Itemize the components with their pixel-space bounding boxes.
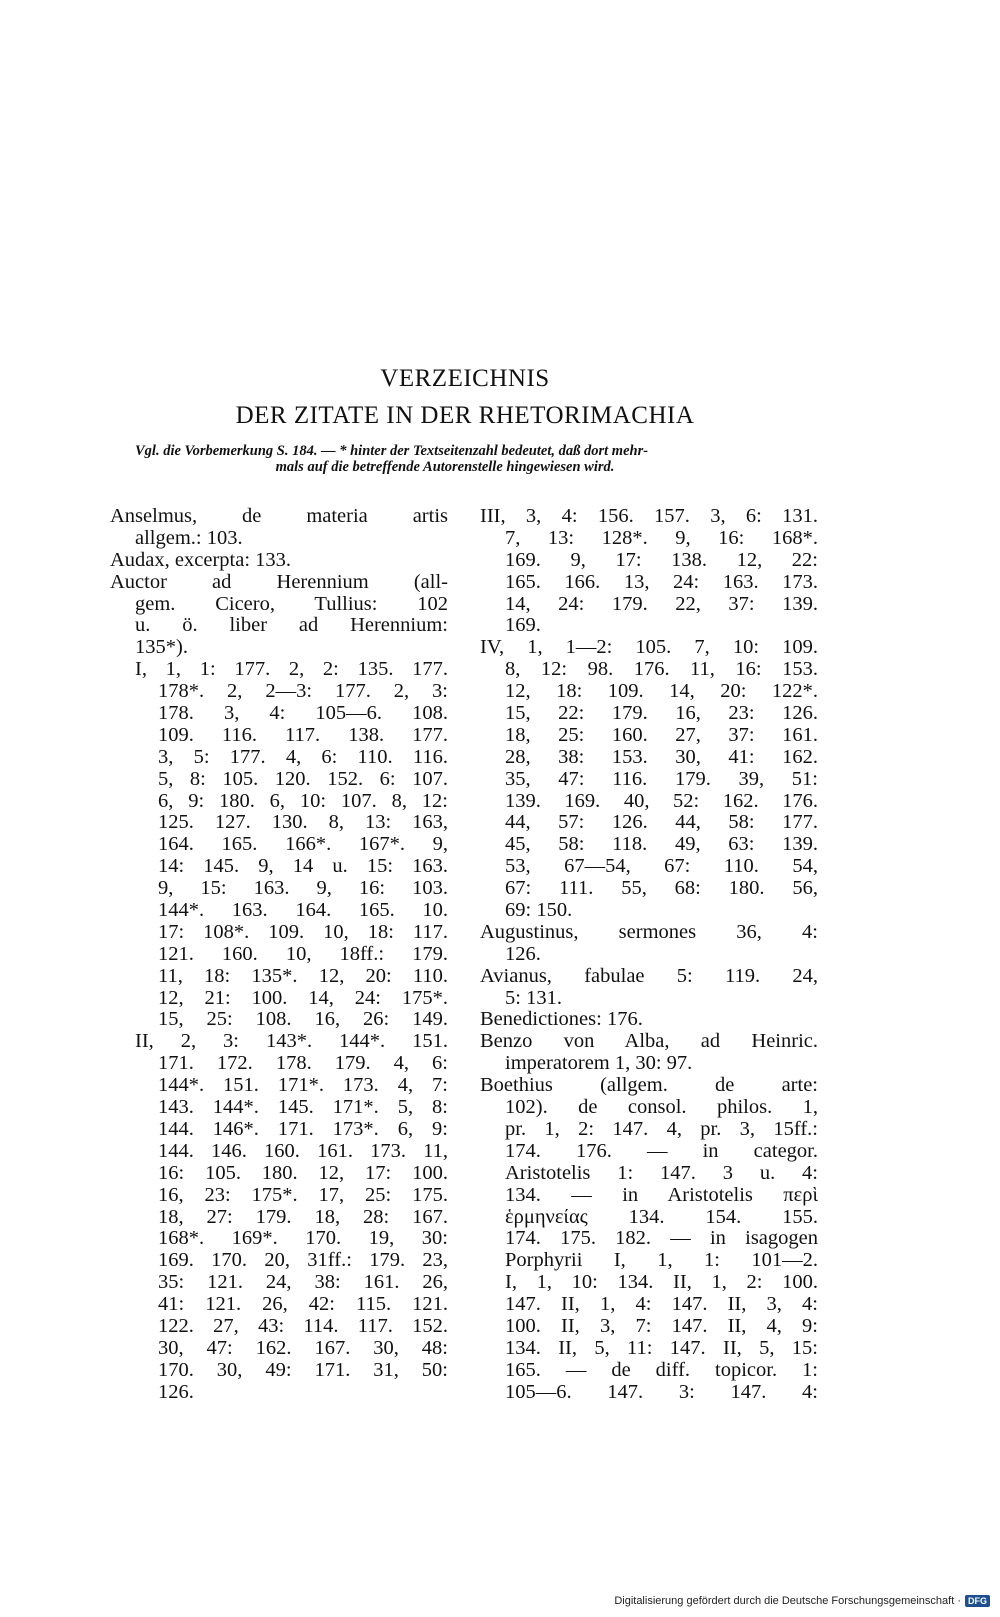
index-line: 169. 170. 20, 31ff.: 179. 23, (158, 1249, 448, 1272)
index-line: 41: 121. 26, 42: 115. 121. (158, 1293, 448, 1316)
preface-note (135, 443, 815, 475)
index-line: pr. 1, 2: 147. 4, pr. 3, 15ff.: (505, 1117, 818, 1140)
index-line: 8, 12: 98. 176. 11, 16: 153. (505, 658, 818, 681)
index-line: 168*. 169*. 170. 19, 30: (158, 1227, 448, 1250)
index-column-left (110, 506, 448, 1404)
page-title-line1: VERZEICHNIS (380, 365, 550, 392)
index-line: 102). de consol. philos. 1, (505, 1096, 818, 1119)
index-line: 144. 146*. 171. 173*. 6, 9: (158, 1117, 448, 1140)
index-line: III, 3, 4: 156. 157. 3, 6: 131. (480, 505, 818, 527)
index-line: 165. — de diff. topicor. 1: (505, 1358, 818, 1381)
index-line: 126. (505, 942, 541, 965)
index-line: 12, 21: 100. 14, 24: 175*. (158, 986, 448, 1009)
index-line: 144*. 151. 171*. 173. 4, 7: (158, 1074, 448, 1097)
index-line: 14: 145. 9, 14 u. 15: 163. (158, 855, 448, 878)
index-line: 164. 165. 166*. 167*. 9, (158, 833, 448, 856)
index-line: Avianus, fabulae 5: 119. 24, (480, 964, 818, 987)
index-line: 143. 144*. 145. 171*. 5, 8: (158, 1096, 448, 1119)
index-line: 5, 8: 105. 120. 152. 6: 107. (158, 767, 448, 790)
index-line: II, 2, 3: 143*. 144*. 151. (135, 1030, 448, 1053)
index-line: Porphyrii I, 1, 1: 101—2. (505, 1249, 818, 1272)
index-line: 67: 111. 55, 68: 180. 56, (505, 877, 818, 900)
index-line: 165. 166. 13, 24: 163. 173. (505, 570, 818, 593)
preface-note-line1: Vgl. die Vorbemerkung S. 184. — * hinter der Textseitenzahl bedeutet, daß dort mehr- (135, 443, 649, 459)
index-line: 7, 13: 128*. 9, 16: 168*. (505, 526, 818, 549)
index-line: 69: 150. (505, 899, 573, 922)
index-line: 126. (158, 1380, 194, 1403)
index-line: 28, 38: 153. 30, 41: 162. (505, 745, 818, 768)
index-line: 5: 131. (505, 986, 562, 1009)
index-line: 147. II, 1, 4: 147. II, 3, 4: (505, 1293, 818, 1316)
index-line: 6, 9: 180. 6, 10: 107. 8, 12: (158, 789, 448, 812)
preface-note-line2: mals auf die betreffende Autorenstelle hingewiesen wird. (275, 459, 615, 475)
index-line: 11, 18: 135*. 12, 20: 110. (158, 964, 448, 987)
index-column-right (480, 506, 818, 1404)
index-line: 170. 30, 49: 171. 31, 50: (158, 1358, 448, 1381)
index-line: 144. 146. 160. 161. 173. 11, (158, 1139, 448, 1162)
index-line: ἑρμηνείας 134. 154. 155. (505, 1205, 818, 1228)
index-line: I, 1, 1: 177. 2, 2: 135. 177. (135, 658, 448, 681)
index-line: gem. Cicero, Tullius: 102 (135, 592, 448, 615)
index-line: Boethius (allgem. de arte: (480, 1074, 818, 1097)
index-line: Audax, excerpta: 133. (110, 548, 292, 571)
index-line: 17: 108*. 109. 10, 18: 117. (158, 920, 448, 943)
index-line: 35: 121. 24, 38: 161. 26, (158, 1271, 448, 1294)
index-line: 18, 25: 160. 27, 37: 161. (505, 723, 818, 746)
index-line: 15, 22: 179. 16, 23: 126. (505, 702, 818, 725)
index-line: 144*. 163. 164. 165. 10. (158, 899, 448, 922)
index-line: 178*. 2, 2—3: 177. 2, 3: (158, 680, 448, 703)
index-line: 134. — in Aristotelis περὶ (505, 1183, 818, 1206)
index-line: 171. 172. 178. 179. 4, 6: (158, 1052, 448, 1075)
index-line: 122. 27, 43: 114. 117. 152. (158, 1314, 448, 1337)
index-line: 53, 67—54, 67: 110. 54, (505, 855, 818, 878)
index-line: 121. 160. 10, 18ff.: 179. (158, 942, 448, 965)
index-line: 9, 15: 163. 9, 16: 103. (158, 877, 448, 900)
index-line: 125. 127. 130. 8, 13: 163, (158, 811, 448, 834)
index-line: 105—6. 147. 3: 147. 4: (505, 1380, 818, 1403)
index-line: Benedictiones: 176. (480, 1008, 643, 1031)
index-line: 3, 5: 177. 4, 6: 110. 116. (158, 745, 448, 768)
index-line: 174. 176. — in categor. (505, 1139, 818, 1162)
index-line: 14, 24: 179. 22, 37: 139. (505, 592, 818, 615)
index-line: 169. (505, 614, 541, 637)
index-line: Benzo von Alba, ad Heinric. (480, 1030, 818, 1053)
index-line: 15, 25: 108. 16, 26: 149. (158, 1008, 448, 1031)
index-line: 174. 175. 182. — in isagogen (505, 1227, 818, 1250)
footer-credit (614, 1595, 990, 1607)
index-line: 35, 47: 116. 179. 39, 51: (505, 767, 818, 790)
index-line: u. ö. liber ad Herennium: (135, 614, 448, 637)
index-line: 16: 105. 180. 12, 17: 100. (158, 1161, 448, 1184)
index-line: allgem.: 103. (135, 526, 243, 549)
dfg-logo-icon: DFG (965, 1595, 990, 1607)
page-title-line2: DER ZITATE IN DER RHETORIMACHIA (235, 402, 695, 429)
index-line: 139. 169. 40, 52: 162. 176. (505, 789, 818, 812)
index-line: 178. 3, 4: 105—6. 108. (158, 702, 448, 725)
footer-text: Digitalisierung gefördert durch die Deutsche Forschungsgemeinschaft · (614, 1595, 961, 1607)
index-line: 45, 58: 118. 49, 63: 139. (505, 833, 818, 856)
index-line: 134. II, 5, 11: 147. II, 5, 15: (505, 1336, 818, 1359)
index-line: 100. II, 3, 7: 147. II, 4, 9: (505, 1314, 818, 1337)
index-line: IV, 1, 1—2: 105. 7, 10: 109. (480, 636, 818, 659)
index-line: Aristotelis 1: 147. 3 u. 4: (505, 1161, 818, 1184)
index-line: 30, 47: 162. 167. 30, 48: (158, 1336, 448, 1359)
index-line: 18, 27: 179. 18, 28: 167. (158, 1205, 448, 1228)
index-line: Auctor ad Herennium (all- (110, 570, 448, 593)
index-line: 169. 9, 17: 138. 12, 22: (505, 548, 818, 571)
index-line: 135*). (135, 636, 188, 659)
index-line: 12, 18: 109. 14, 20: 122*. (505, 680, 818, 703)
index-line: 16, 23: 175*. 17, 25: 175. (158, 1183, 448, 1206)
index-line: imperatorem 1, 30: 97. (505, 1052, 693, 1075)
index-line: 44, 57: 126. 44, 58: 177. (505, 811, 818, 834)
index-line: Augustinus, sermones 36, 4: (480, 920, 818, 943)
index-line: Anselmus, de materia artis (110, 505, 448, 527)
index-line: 109. 116. 117. 138. 177. (158, 723, 448, 746)
index-line: I, 1, 10: 134. II, 1, 2: 100. (505, 1271, 818, 1294)
